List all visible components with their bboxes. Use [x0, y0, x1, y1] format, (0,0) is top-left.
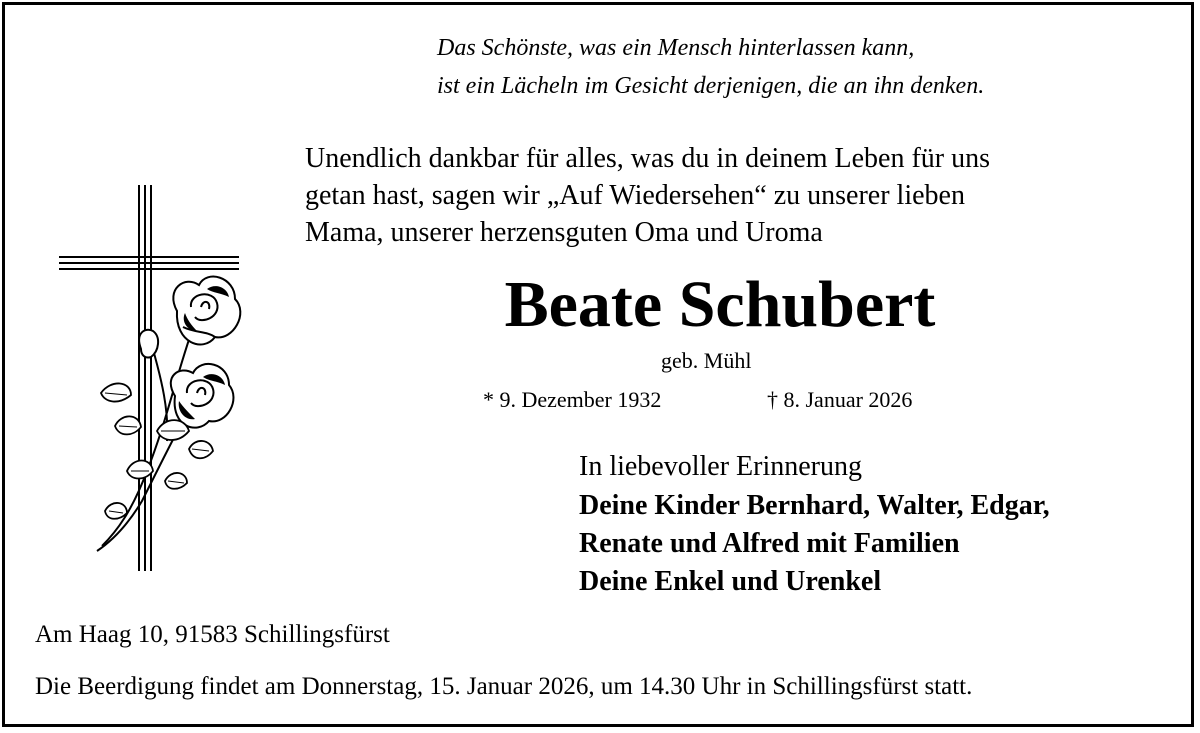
- birth-date: * 9. Dezember 1932: [483, 387, 662, 412]
- maiden-name: geb. Mühl: [661, 348, 752, 373]
- intro-line-1: Unendlich dankbar für alles, was du in deinem Leben für uns: [305, 143, 991, 174]
- funeral-info: Die Beerdigung findet am Donnerstag, 15. Januar 2026, um 14.30 Uhr in Schillingsfürst statt.: [35, 673, 973, 700]
- death-date: † 8. Januar 2026: [767, 387, 913, 412]
- mourners-line-3: Deine Enkel und Urenkel: [579, 566, 882, 597]
- obituary-notice: [2, 2, 1194, 727]
- quote-line-2: ist ein Lächeln im Gesicht derjenigen, die an ihn denken.: [437, 73, 985, 99]
- intro-line-2: getan hast, sagen wir „Auf Wiedersehen“ zu unserer lieben: [305, 180, 965, 211]
- mourners-line-1: Deine Kinder Bernhard, Walter, Edgar,: [579, 490, 1050, 521]
- mourners-line-2: Renate und Alfred mit Familien: [579, 528, 960, 559]
- quote-line-1: Das Schönste, was ein Mensch hinterlassen kann,: [437, 35, 915, 61]
- intro-line-3: Mama, unserer herzensguten Oma und Uroma: [305, 217, 823, 248]
- address: Am Haag 10, 91583 Schillingsfürst: [35, 621, 390, 648]
- cross-with-roses-icon: [57, 181, 247, 576]
- deceased-name: Beate Schubert: [504, 268, 936, 341]
- mourners-intro: In liebevoller Erinnerung: [579, 451, 863, 482]
